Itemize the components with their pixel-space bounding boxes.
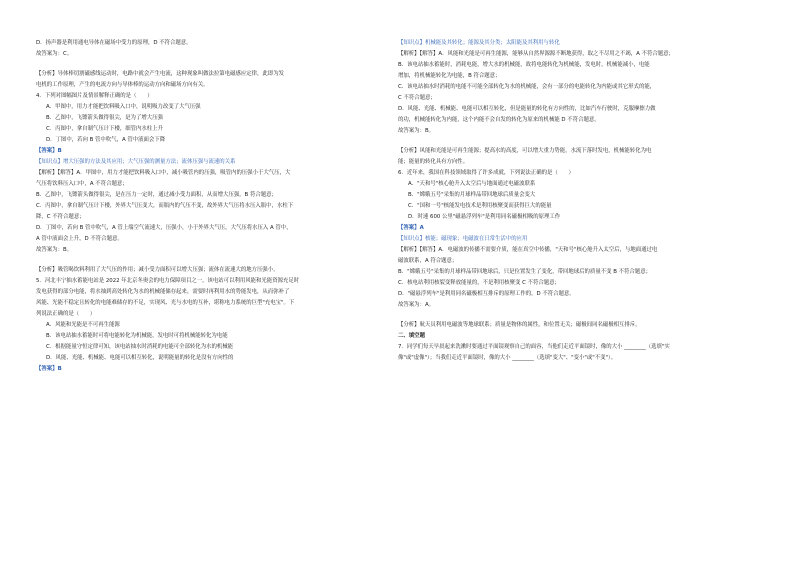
text-line: 降，C 不符合题意； <box>36 214 85 220</box>
text-line: 【分析】风能和光能是可再生能源；提高水的高度，可以增大重力势能，水流下落时发电，机械能转化为电 <box>398 148 652 154</box>
answer-line: 【答案】B <box>36 148 62 154</box>
text-line: A．"天和号"核心舱升入太空后与地面通过电磁波联系 <box>408 181 536 187</box>
text-line: C．根据能量守恒定律可知，该电站抽水时消耗的电能可全部转化为水的机械能 <box>46 344 234 350</box>
answer-line: 【答案】B <box>36 366 62 372</box>
text-line: B．该电站抽水蓄能时可将电能转化为机械能，发电时可将机械能转化为电能 <box>46 333 228 339</box>
text-line: B．乙图中，飞镖箭头做得很尖，是在压力一定时，通过减小受力面积，从而增大压强，B 符合题意； <box>36 192 277 198</box>
text-line: 像"或"虚像"）；当我们走近平面镜时，像的大小 ________（选填"变大"、"变小"或"不变"）。 <box>398 355 617 361</box>
text-line: 故答案为：B。 <box>398 128 435 134</box>
text-line: 气压将饮料压入口中，A 不符合题意； <box>36 181 128 187</box>
text-line: 列说法正确的是（ ） <box>36 311 96 317</box>
knowledge-point-line: 【知识点】增大压强的方法及其应用；大气压强的测量方法；流体压强与流速的关系 <box>36 159 236 165</box>
text-line: 【分析】导体棒切割磁感线运动时，电路中就会产生电流，这种现象叫做法拉第电磁感应定律，此即为发 <box>36 71 284 77</box>
text-line: 7．同学们每天早晨起来洗漱时要通过平面镜观察自己的面容，当他们走近平面镜时，像的大小 ________（选填"实 <box>398 344 670 350</box>
knowledge-point-line: 【知识点】机械能及其转化；能源及其分类；太阳能及其利用与转化 <box>398 40 560 46</box>
text-line: D．扬声器是利用通电导体在磁场中受力的原理，D 不符合题意。 <box>36 40 192 46</box>
text-line: A．风能和光能是不可再生能源 <box>46 322 120 328</box>
text-line: 4．下列对图幅图片及情景解释正确的是（ ） <box>36 93 153 99</box>
text-line: 【解析】【解答】A．风能和光能是可再生能源，能够从自然界源源不断地获得，取之不尽用之不竭，A 不符合题意； <box>398 51 674 57</box>
paragraph-gap <box>398 311 758 320</box>
text-line: 故答案为：A。 <box>398 302 435 308</box>
text-line: 故答案为：C。 <box>36 51 73 57</box>
text-line: 【解析】【解答】A．电磁波的传播不需要介质，能在真空中传播，"天和号"核心舱升入太空后，与地面通过电 <box>398 247 658 253</box>
text-line: C．丙图中，拿自制气压计下楼，细管内水柱上升 <box>46 126 163 132</box>
text-line: D．"磁悬浮列车"是利用同名磁极相互排斥的原理工作的，D 不符合题意。 <box>398 291 575 297</box>
text-line: 6．近年来，我国在科技领域取得了许多成就，下列说法正确的是（ ） <box>398 170 574 176</box>
text-line: D．风能、光能、机械能、电能可以相互转化，但是能量的转化有方向性的，比如汽车行驶时，克服摩擦力做 <box>398 106 656 112</box>
text-line: 增加，将机械能转化为电能，B 符合题意； <box>398 73 501 79</box>
text-line: 磁波联系，A 符合题意； <box>398 258 458 264</box>
knowledge-point-line: 【知识点】核能；磁现象；电磁波在日常生活中的应用 <box>398 236 528 242</box>
text-line: C．丙图中，拿自制气压计下楼，外界大气压变大，而瓶内的气压不变，故外界大气压将水压入瓶中，水柱下 <box>36 203 294 209</box>
text-line: B．"嫦娥五号"采集的月球样品带回地球后，只是位置发生了变化，带回地球后的质量不变 B 不符合题意； <box>398 269 651 275</box>
paragraph-gap <box>398 137 758 146</box>
text-line: A 管中液面会上升，D 不符合题意。 <box>36 236 123 242</box>
text-line: C．该电站抽水时消耗的电能不可能全部转化为水的机械能，会有一部分的电能转化为内能或其它形式的能， <box>398 84 656 90</box>
text-line: B．乙图中，飞镖箭头做得很尖，是为了增大压强 <box>46 115 163 121</box>
text-line: 故答案为：B。 <box>36 247 73 253</box>
text-line: D．时速 600 公里"磁悬浮列车"是利用同名磁极相吸的原理工作 <box>408 214 561 220</box>
left-column <box>36 38 396 375</box>
text-line: D．丁图中，若向 B 管中吹气，A 管中液面会下降 <box>46 137 166 143</box>
text-line: 发电获得的部分电能，将水抽到高处转化为水的机械能储存起来，需要时再利用水的势能发电，从而弥补了 <box>36 289 290 295</box>
text-line: 的功，机械能转化为内能，这个内能不会自发的转化为原来的机械能 D 不符合题意。 <box>398 117 600 123</box>
section-heading: 二、填空题 <box>398 333 425 339</box>
text-line: 能；能量的转化具有方向性。 <box>398 159 469 165</box>
text-line: 【分析】航天员利用电磁波等地球联系；质量是物体的属性，和位置无关；磁极间同名磁极相互排斥。 <box>398 322 641 328</box>
text-line: 风能、光能不稳定且转化的电能难储存的不足，实现风、光与水电的互补，堪称电力系统的巨型"充电宝"。下 <box>36 300 295 306</box>
text-line: B．"嫦娥五号"采集的月球样品带回地球后质量会变大 <box>408 192 536 198</box>
text-line: B．该电站抽水蓄能时，消耗电能，增大水的机械能，故将电能转化为机械能，发电时，机械能减小，电能 <box>398 62 650 68</box>
text-line: D．丁图中，若向 B 管中吹气，A 管上端空气流速大，压强小，小于外界大气压，大气压将水压入 A 管中， <box>36 225 292 231</box>
text-line: D．风能、光能、机械能、电能可以相互转化，说明能量的转化是没有方向性的 <box>46 355 234 361</box>
text-line: C．核电站利用核裂变释放能量的，不是利用核聚变 C 不符合题意； <box>398 280 560 286</box>
text-line: 5．河北丰宁抽水蓄能电站是 2022 年北京冬奥会的电力保障项目之一，该电站可以利用风能和光能资源充足时 <box>36 278 300 284</box>
right-column <box>398 38 758 364</box>
paragraph-gap <box>36 60 396 69</box>
paragraph-gap <box>36 256 396 265</box>
text-line: A．甲图中，用力才能把饮料吸入口中，说明吸力改变了大气压强 <box>46 104 201 110</box>
text-line: 【解析】【解答】A．甲图中，用力才能把饮料吸入口中，减小吸管内的压强，吸管内的压强小于大气压，大 <box>36 170 291 176</box>
text-line: 电机的工作原理，产生的电流方向与导体棒的运动方向和磁场方向有关。 <box>36 82 209 88</box>
text-line: C 不符合题意； <box>398 95 436 101</box>
answer-line: 【答案】A <box>398 225 424 231</box>
text-line: 【分析】吸管喝饮料利用了大气压的作用；减小受力面积可以增大压强；流体在流速大的地方压强小。 <box>36 267 279 273</box>
text-line: C．"国和一号"核能发电技术是利用核聚变而获得巨大的能量 <box>408 203 552 209</box>
